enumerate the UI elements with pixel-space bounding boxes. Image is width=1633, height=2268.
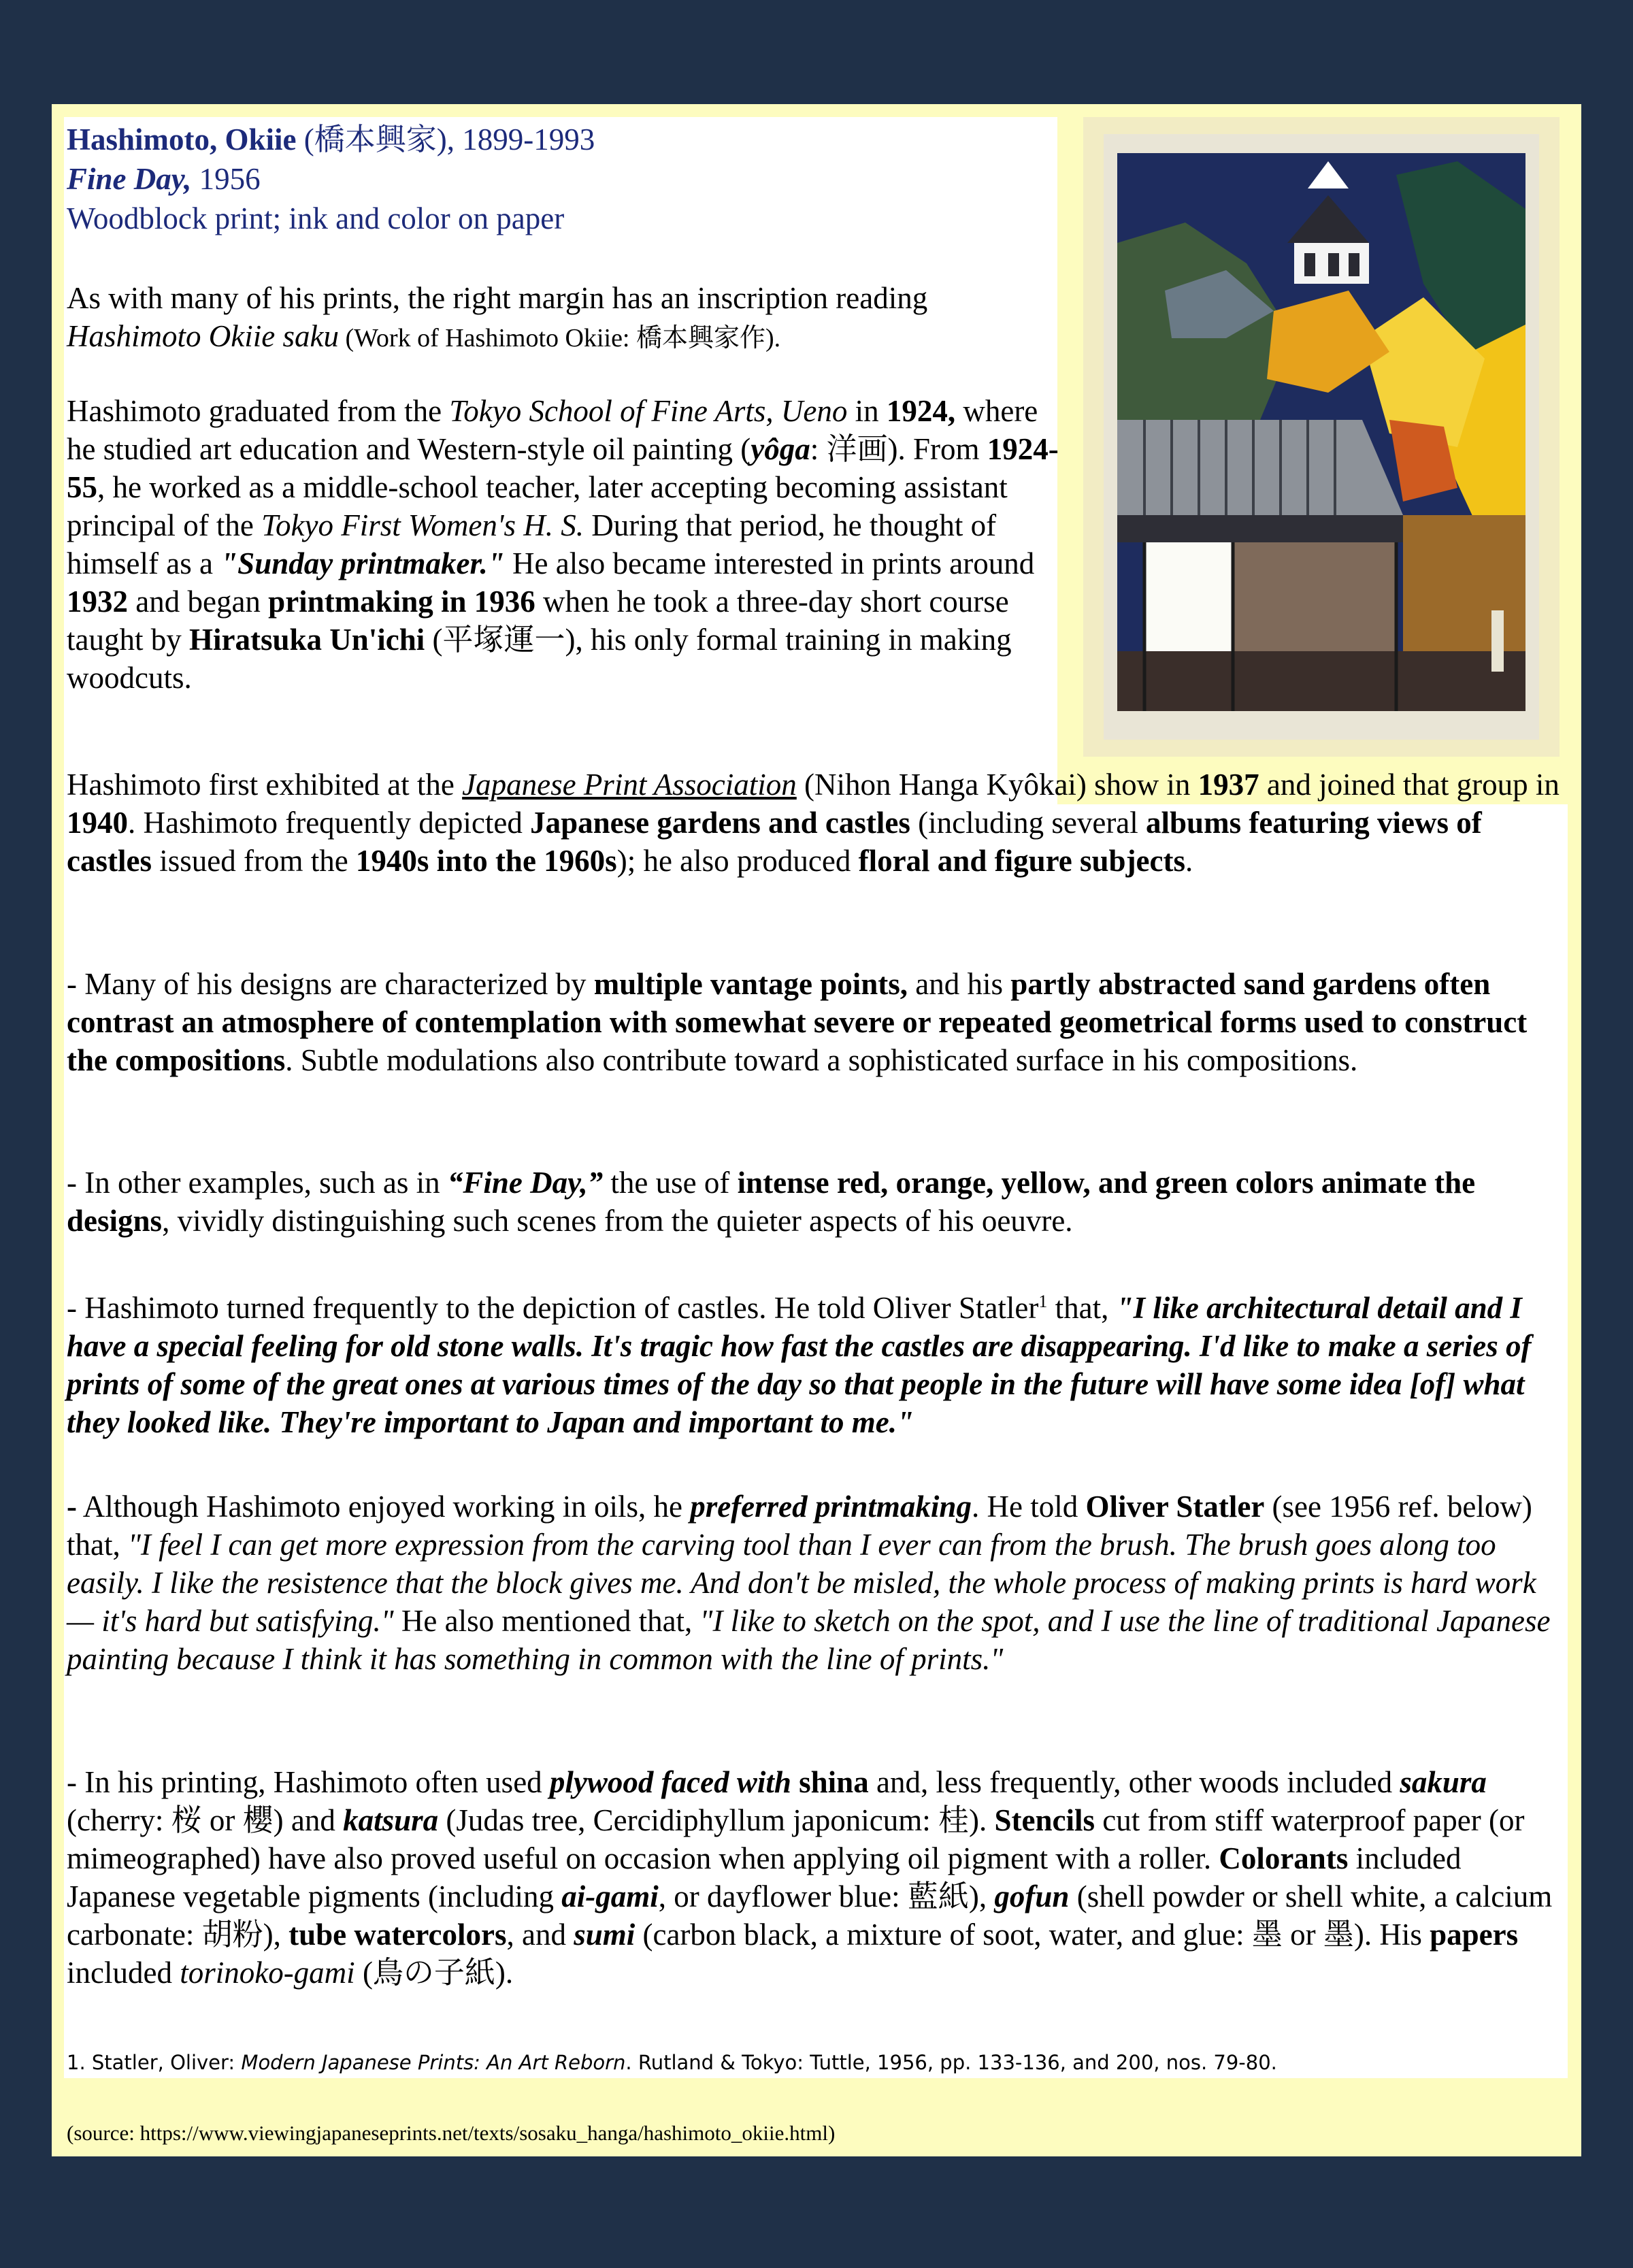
artwork-medium: Woodblock print; ink and color on paper	[67, 201, 565, 235]
woodblock-print-image	[1083, 117, 1560, 757]
paragraph-castles: - Hashimoto turned frequently to the depiction of castles. He told Oliver Statler$^1$ that, "I like architectural detail and I have a special feeling for old stone walls. It's tragic how fast the castles are disappearing. I'd like to make a series of prints of some of the great ones at various times of the day so that people in the future will have some idea [of] what they looked like. They're important to Japan and important to me."	[67, 1291, 1532, 1439]
artist-name: Hashimoto, Okiie	[67, 122, 297, 157]
paragraph-printmaking: - Although Hashimoto enjoyed working in oils, he preferred printmaking. He told Oliver Statler (see 1956 ref. below) that, "I feel I can get more expression from the carving tool than I ever can from the brush. The brush goes along too easily. I like the resistence that the block gives me. And don't be misled, the whole process of making prints is hard work — it's hard but satisfying." He also mentioned that, "I like to sketch on the spot, and I use the line of traditional Japanese painting because I think it has something in common with the line of prints."	[67, 1490, 1551, 1676]
artwork-header	[67, 120, 595, 238]
japanese-print-association-link[interactable]: Japanese Print Association	[462, 768, 797, 802]
paragraph-materials: - In his printing, Hashimoto often used plywood faced with shina and, less frequently, other woods included sakura (cherry: 桜 or 櫻) and katsura (Judas tree, Cercidiphyllum japonicum: 桂). Stencils cut from stiff waterproof paper (or mimeographed) have also proved useful on occasion when applying oil pigment with a roller. Colorants included Japanese vegetable pigments (including ai-gami, or dayflower blue: 藍紙), gofun (shell powder or shell white, a calcium carbonate: 胡粉), tube watercolors, and sumi (carbon black, a mixture of soot, water, and glue: 墨 or 墨). His papers included torinoko-gami (鳥の子紙).	[67, 1765, 1553, 1990]
paragraph-designs: - Many of his designs are characterized by multiple vantage points, and his partly abstracted sand gardens often contrast an atmosphere of contemplation with somewhat severe or repeated geometrical forms used to construct the compositions. Subtle modulations also contribute toward a sophisticated surface in his compositions.	[67, 967, 1528, 1077]
artwork-year: 1956	[191, 162, 261, 196]
artist-dates: (橋本興家), 1899-1993	[296, 122, 595, 157]
source-citation: (source: https://www.viewingjapaneseprints.net/texts/sosaku_hanga/hashimoto_okiie.html)	[67, 2121, 836, 2145]
artwork-title: Fine Day,	[67, 162, 192, 196]
paragraph-inscription: As with many of his prints, the right margin has an inscription reading Hashimoto Okiie saku (Work of Hashimoto Okiie: 橋本興家作).	[67, 281, 928, 353]
paragraph-exhibitions: Hashimoto first exhibited at the Japanese Print Association (Nihon Hanga Kyôkai) show in 1937 and joined that group in 1940. Hashimoto frequently depicted Japanese gardens and castles (including several albums featuring views of castles issued from the 1940s into the 1960s); he also produced floral and figure subjects.	[67, 768, 1560, 878]
paragraph-colors: - In other examples, such as in “Fine Day,” the use of intense red, orange, yellow, and green colors animate the designs, vividly distinguishing such scenes from the quieter aspects of his oeuvre.	[67, 1166, 1476, 1238]
print-illustration	[1104, 134, 1539, 740]
paragraph-biography: Hashimoto graduated from the Tokyo School of Fine Arts, Ueno in 1924, where he studied art education and Western-style oil painting (yôga: 洋画). From 1924-55, he worked as a middle-school teacher, later accepting becoming assistant principal of the Tokyo First Women's H. S. During that period, he thought of himself as a "Sunday printmaker." He also became interested in prints around 1932 and began printmaking in 1936 when he took a three-day short course taught by Hiratsuka Un'ichi (平塚運一), his only formal training in making woodcuts.	[67, 394, 1059, 695]
footnote: 1. Statler, Oliver: Modern Japanese Prints: An Art Reborn. Rutland & Tokyo: Tuttle, 1956, pp. 133-136, and 200, nos. 79-80.	[67, 2051, 1277, 2074]
